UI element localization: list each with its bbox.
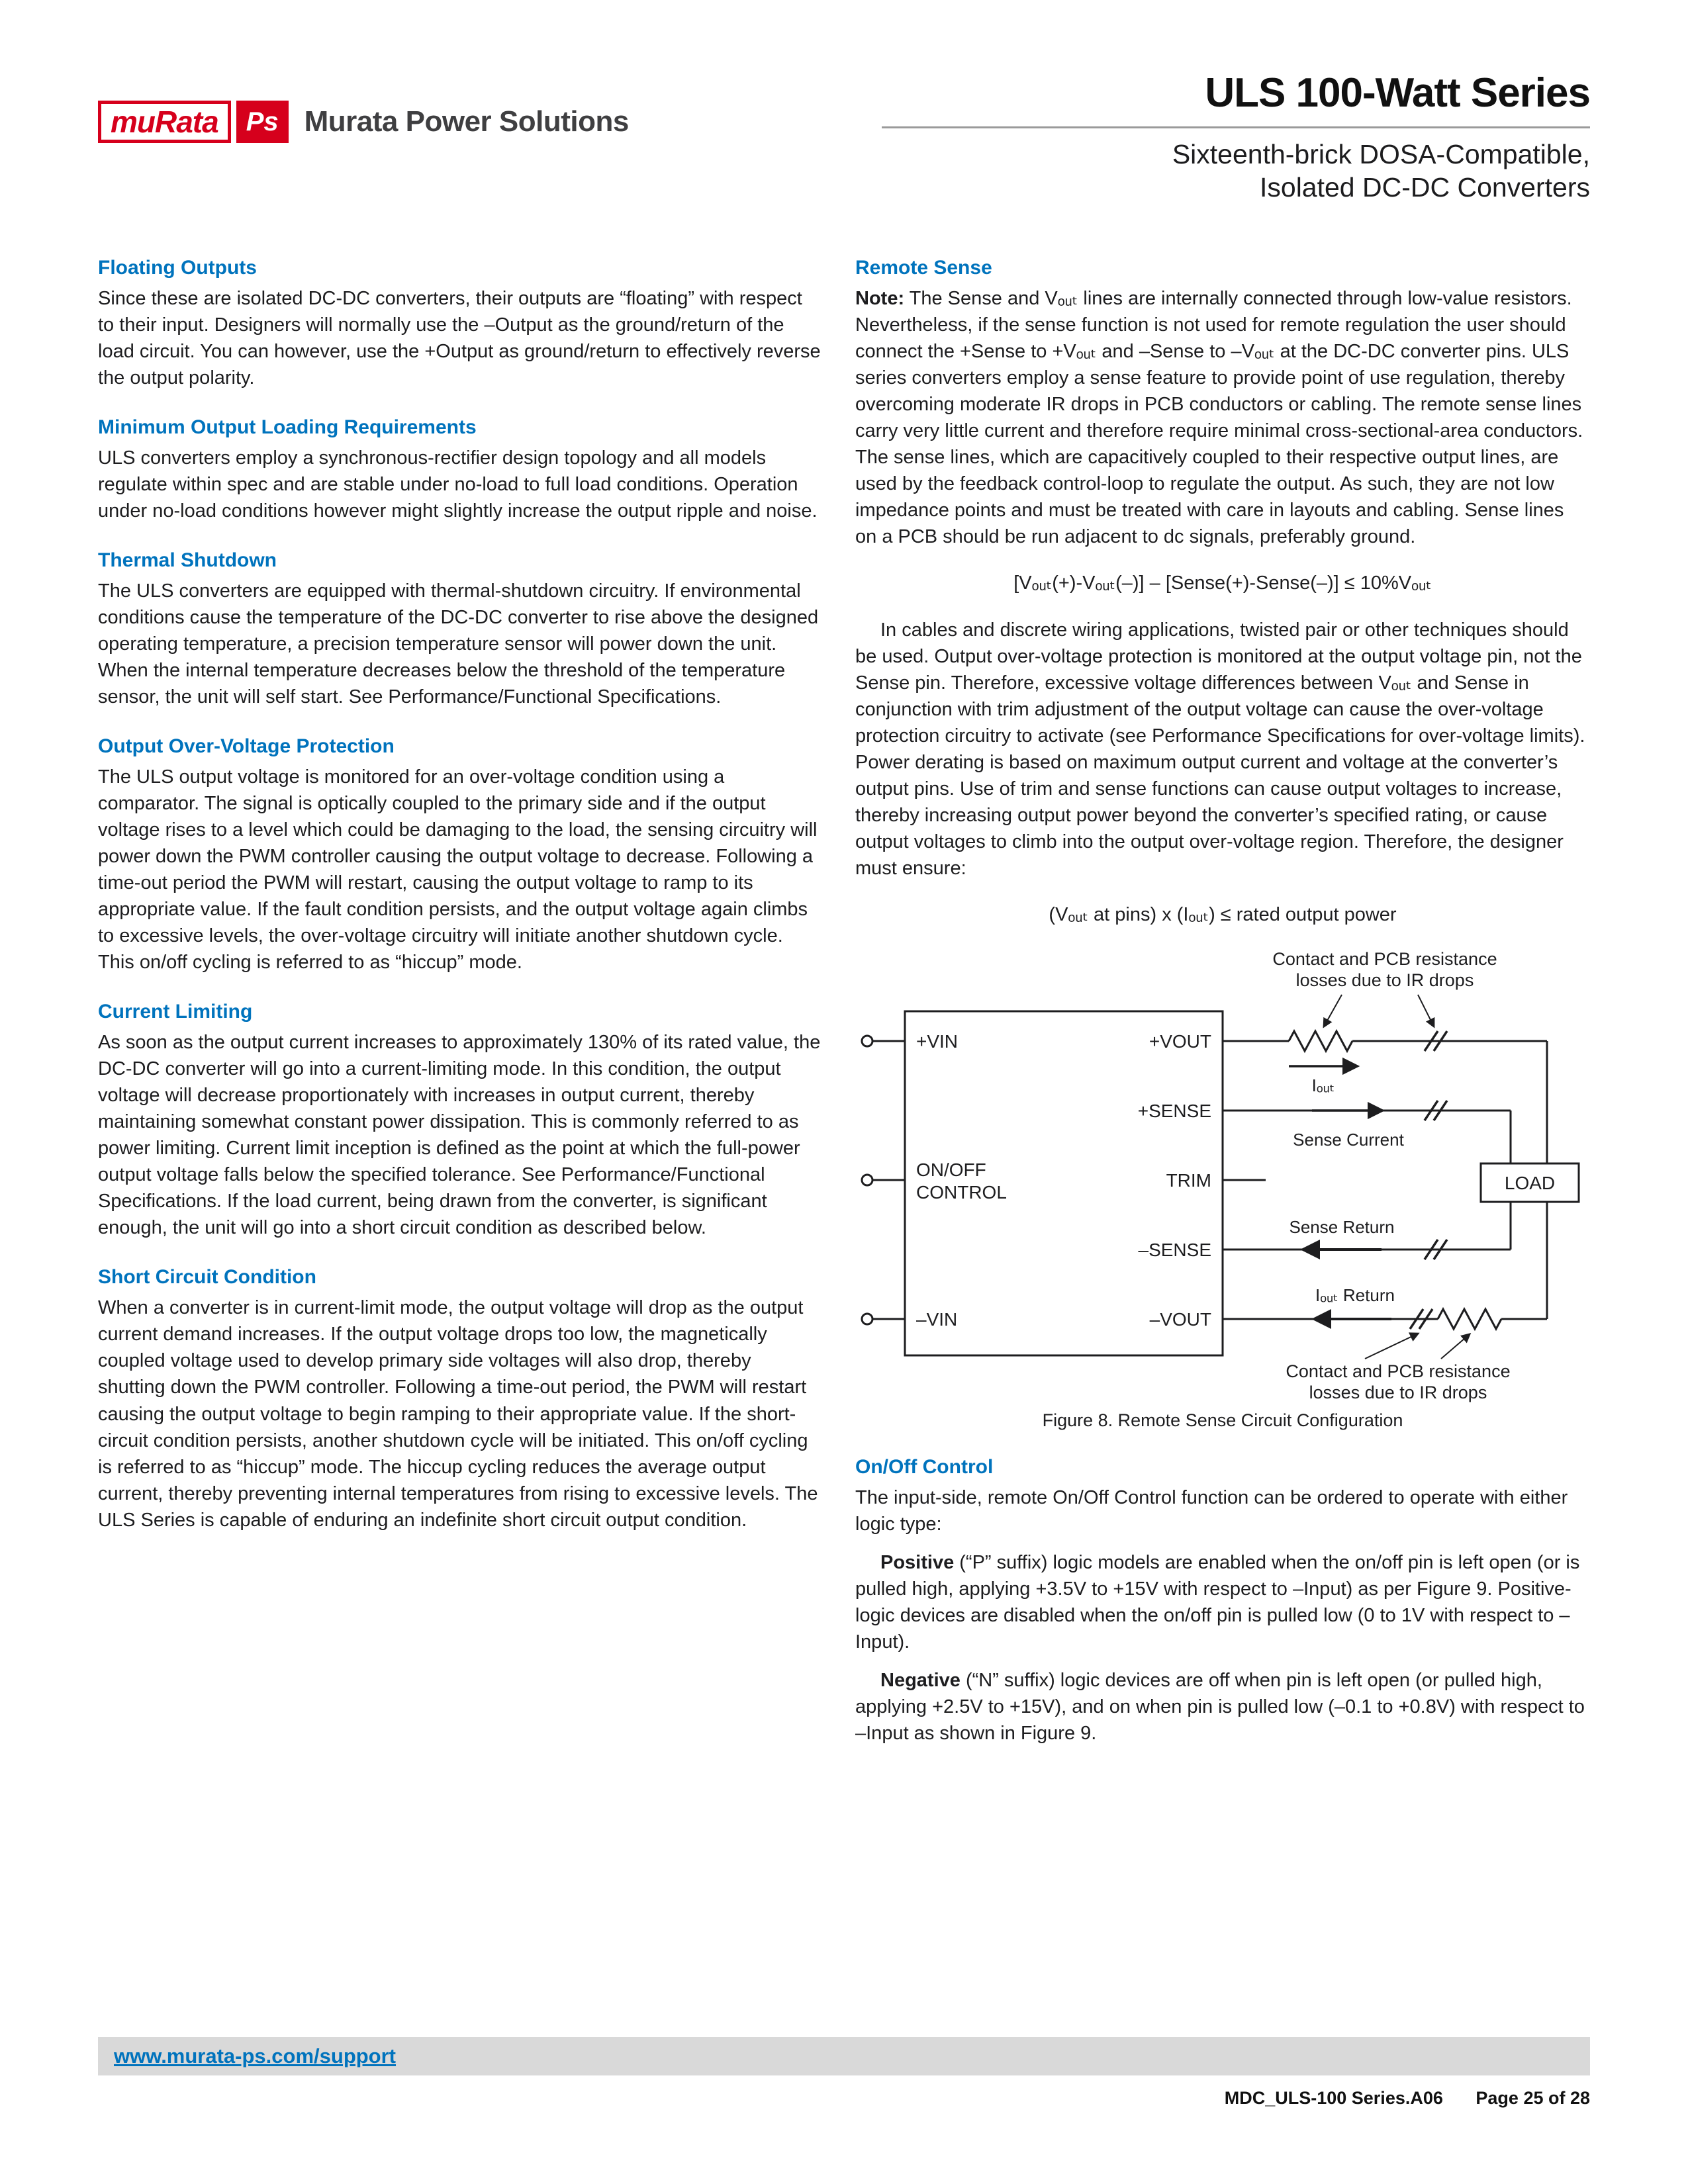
subtitle-line2: Isolated DC-DC Converters	[1260, 172, 1590, 203]
left-column	[98, 257, 821, 1533]
positive-label: Positive	[880, 1552, 955, 1574]
negative-text: (“N” suffix) logic devices are off when pin is left open (or pulled high, applying +2.5V to +15V), and on when pin is pulled low (–0.1 to +0.8V) with respect to –Input as shown in Figure 9.	[855, 1670, 1585, 1745]
section-heading-min-output-loading: Minimum Output Loading Requirements	[98, 416, 477, 439]
sense-voltage-equation: [Vₒᵤₜ(+)-Vₒᵤₜ(–)] – [Sense(+)-Sense(–)] ≤ 10%Vₒᵤₜ	[1013, 572, 1432, 594]
section-heading-short-circuit: Short Circuit Condition	[98, 1266, 316, 1289]
remote-sense-note-paragraph	[855, 285, 1590, 550]
pin-label-vout-pos: +VOUT	[1149, 1031, 1211, 1052]
doc-reference: MDC_ULS-100 Series.A06	[1224, 2088, 1443, 2108]
figure-remote-sense-circuit	[855, 948, 1590, 1431]
vin-neg-terminal	[862, 1314, 872, 1324]
section-heading-floating-outputs: Floating Outputs	[98, 257, 257, 279]
sense-return-label: Sense Return	[1289, 1217, 1395, 1238]
logo-wordmark: Murata Power Solutions	[304, 105, 629, 138]
murata-logo-text: muRata	[111, 105, 218, 139]
figure-caption: Figure 8. Remote Sense Circuit Configuration	[1042, 1410, 1403, 1431]
top-annotation-line2: losses due to IR drops	[1295, 970, 1474, 991]
remote-sense-paragraph-2: In cables and discrete wiring applications, twisted pair or other techniques should be used. Output over-voltage protection is monitored at the output voltage pin, not the Sense pin. Therefore, excessive voltage differences between Vₒᵤₜ and Sense in conjunction with trim adjustment of the output voltage can cause the over-voltage protection circuitry to activate (see Performance Specifications for over-voltage limits). Power derating is based on maximum output current and voltage at the converter’s output pins. Use of trim and sense functions can cause output voltages to increase, thereby increasing output power beyond the converter’s specified rating, or cause output voltages to climb into the output over-voltage region. Therefore, the designer must ensure:	[855, 619, 1585, 880]
onoff-terminal	[862, 1175, 872, 1185]
section-body: The ULS converters are equipped with thermal-shutdown circuitry. If environmental conditions cause the temperature of the DC-DC converter to rise above the designed operating temperature, a precision temperature sensor will power down the unit. When the internal temperature decreases below the threshold of the temperature sensor, the unit will self start. See Performance/Functional Specifications.	[98, 580, 819, 708]
section-body: The ULS output voltage is monitored for an over-voltage condition using a comparator. The signal is optically coupled to the primary side and if the output voltage rises to a level which could be damaging to the load, the sensing circuitry will power down the PWM controller causing the output voltage to decrease. Following a time-out period the PWM will restart, causing the output voltage to ramp to its appropriate value. If the fault condition persists, and the output voltage again climbs to excessive levels, the over-voltage circuitry will initiate another shutdown cycle. This on/off cycling is referred to as “hiccup” mode.	[98, 766, 818, 974]
section-body: As soon as the output current increases to approximately 130% of its rated value, the DC-DC converter will go into a current-limiting mode. In this condition, the output voltage will decrease proportionately with increases in output current, thereby maintaining somewhat constant power dissipation. This is commonly referred to as power limiting. Current limit inception is defined as the point at which the full-power output voltage falls below the specified tolerance. See Performance/Functional Specifications. If the load current, being drawn from the converter, is significant enough, the unit will go into a short circuit condition as described below.	[98, 1032, 821, 1239]
positive-logic-paragraph	[855, 1549, 1590, 1655]
iout-return-label: Iₒᵤₜ Return	[1315, 1285, 1395, 1306]
vout-pos-resistor	[1289, 1031, 1352, 1051]
doc-info-line	[1225, 2088, 1590, 2109]
load-label: LOAD	[1504, 1173, 1556, 1194]
negative-logic-paragraph	[855, 1667, 1590, 1747]
section-heading-remote-sense: Remote Sense	[855, 257, 992, 279]
title-block	[862, 71, 1590, 204]
ps-logo-badge	[236, 101, 289, 143]
section-heading-on-off-control: On/Off Control	[855, 1456, 994, 1479]
bottom-annotation-arrow-to-break	[1365, 1334, 1418, 1359]
section-heading-output-over-voltage: Output Over-Voltage Protection	[98, 735, 395, 758]
positive-text: (“P” suffix) logic models are enabled when the on/off pin is left open (or is pulled high, applying +3.5V to +15V with respect to –Input) as per Figure 9. Positive-logic devices are disabled when the on/off pin is pulled low (0 to 1V with respect to –Input).	[855, 1552, 1580, 1653]
on-off-intro: The input-side, remote On/Off Control function can be ordered to operate with either logic type:	[855, 1487, 1568, 1535]
title-divider	[882, 126, 1590, 128]
negative-label: Negative	[880, 1670, 961, 1692]
top-annotation-line1: Contact and PCB resistance	[1272, 949, 1497, 970]
pin-label-vin-pos: +VIN	[916, 1031, 959, 1052]
footer-bar	[98, 2037, 1590, 2075]
support-link[interactable]: www.murata-ps.com/support	[114, 2044, 397, 2068]
section-heading-current-limiting: Current Limiting	[98, 1001, 253, 1023]
section-body: ULS converters employ a synchronous-rectifier design topology and all models regulate within spec and are stable under no-load to full load conditions. Operation under no-load conditions however might slightly increase the output ripple and noise.	[98, 447, 818, 522]
pin-label-onoff-line2: CONTROL	[916, 1182, 1007, 1203]
iout-label: Iₒᵤₜ	[1311, 1075, 1335, 1096]
bottom-annotation-arrow-to-resistor	[1441, 1334, 1470, 1359]
subtitle-line1: Sixteenth-brick DOSA-Compatible,	[1172, 139, 1590, 170]
bottom-annotation-line1: Contact and PCB resistance	[1286, 1361, 1511, 1382]
murata-logo-mark	[98, 101, 231, 143]
pin-label-sense-neg: –SENSE	[1138, 1240, 1211, 1261]
page-title: ULS 100-Watt Series	[1205, 70, 1590, 116]
vin-pos-terminal	[862, 1036, 872, 1046]
section-body: Since these are isolated DC-DC converters, their outputs are “floating” with respect to their input. Designers will normally use the –Output as the ground/return of the load circuit. You can however, use the +Output as ground/return to effectively reverse the output polarity.	[98, 288, 821, 389]
pin-label-vin-neg: –VIN	[916, 1309, 958, 1330]
section-body: When a converter is in current-limit mode, the output voltage will drop as the output current demand increases. If the output voltage drops too low, the magnetically coupled voltage used to develop primary side voltages will also drop, thereby shutting down the PWM controller. Following a time-out period, the PWM will restart causing the output voltage to begin ramping to their appropriate value. If the short-circuit condition persists, another shutdown cycle will be initiated. This on/off cycling is referred to as “hiccup” mode. The hiccup cycling reduces the average output current, thereby preventing internal temperatures from rising to excessive levels. The ULS Series is capable of enduring an indefinite short circuit output condition.	[98, 1297, 818, 1531]
ps-logo-text: Ps	[246, 107, 279, 136]
pin-label-onoff-line1: ON/OFF	[916, 1160, 986, 1181]
rated-power-equation: (Vₒᵤₜ at pins) x (Iₒᵤₜ) ≤ rated output power	[1049, 904, 1397, 926]
top-annotation-arrow-to-break	[1418, 995, 1434, 1026]
section-heading-thermal-shutdown: Thermal Shutdown	[98, 549, 277, 572]
sense-current-label: Sense Current	[1293, 1130, 1404, 1150]
remote-sense-circuit-diagram	[855, 948, 1587, 1405]
vout-neg-resistor	[1438, 1309, 1501, 1329]
pin-label-sense-pos: +SENSE	[1137, 1101, 1211, 1122]
top-annotation-arrow-to-resistor	[1324, 995, 1342, 1026]
pin-label-vout-neg: –VOUT	[1149, 1309, 1211, 1330]
note-text: The Sense and Vₒᵤₜ lines are internally connected through low-value resistors. Nevertheless, if the sense function is not used for remote regulation the user should connect the +Sense to +Vₒᵤₜ and –Sense to –Vₒᵤₜ at the DC-DC converter pins. ULS series converters employ a sense feature to provide point of use regulation, thereby overcoming moderate IR drops in PCB conductors or cabling. The remote sense lines carry very little current and therefore require minimal cross-sectional-area conductors. The sense lines, which are capacitively coupled to their respective output lines, are used by the feedback control-loop to regulate the output. As such, they are not low impedance points and must be treated with care in layouts and cabling. Sense lines on a PCB should be run adjacent to dc signals, preferably ground.	[855, 288, 1583, 548]
page-number: Page 25 of 28	[1476, 2088, 1590, 2108]
murata-logo	[98, 101, 629, 143]
pin-label-trim: TRIM	[1166, 1170, 1211, 1191]
note-label: Note:	[855, 288, 905, 309]
bottom-annotation-line2: losses due to IR drops	[1309, 1383, 1487, 1403]
right-column	[855, 257, 1590, 1747]
